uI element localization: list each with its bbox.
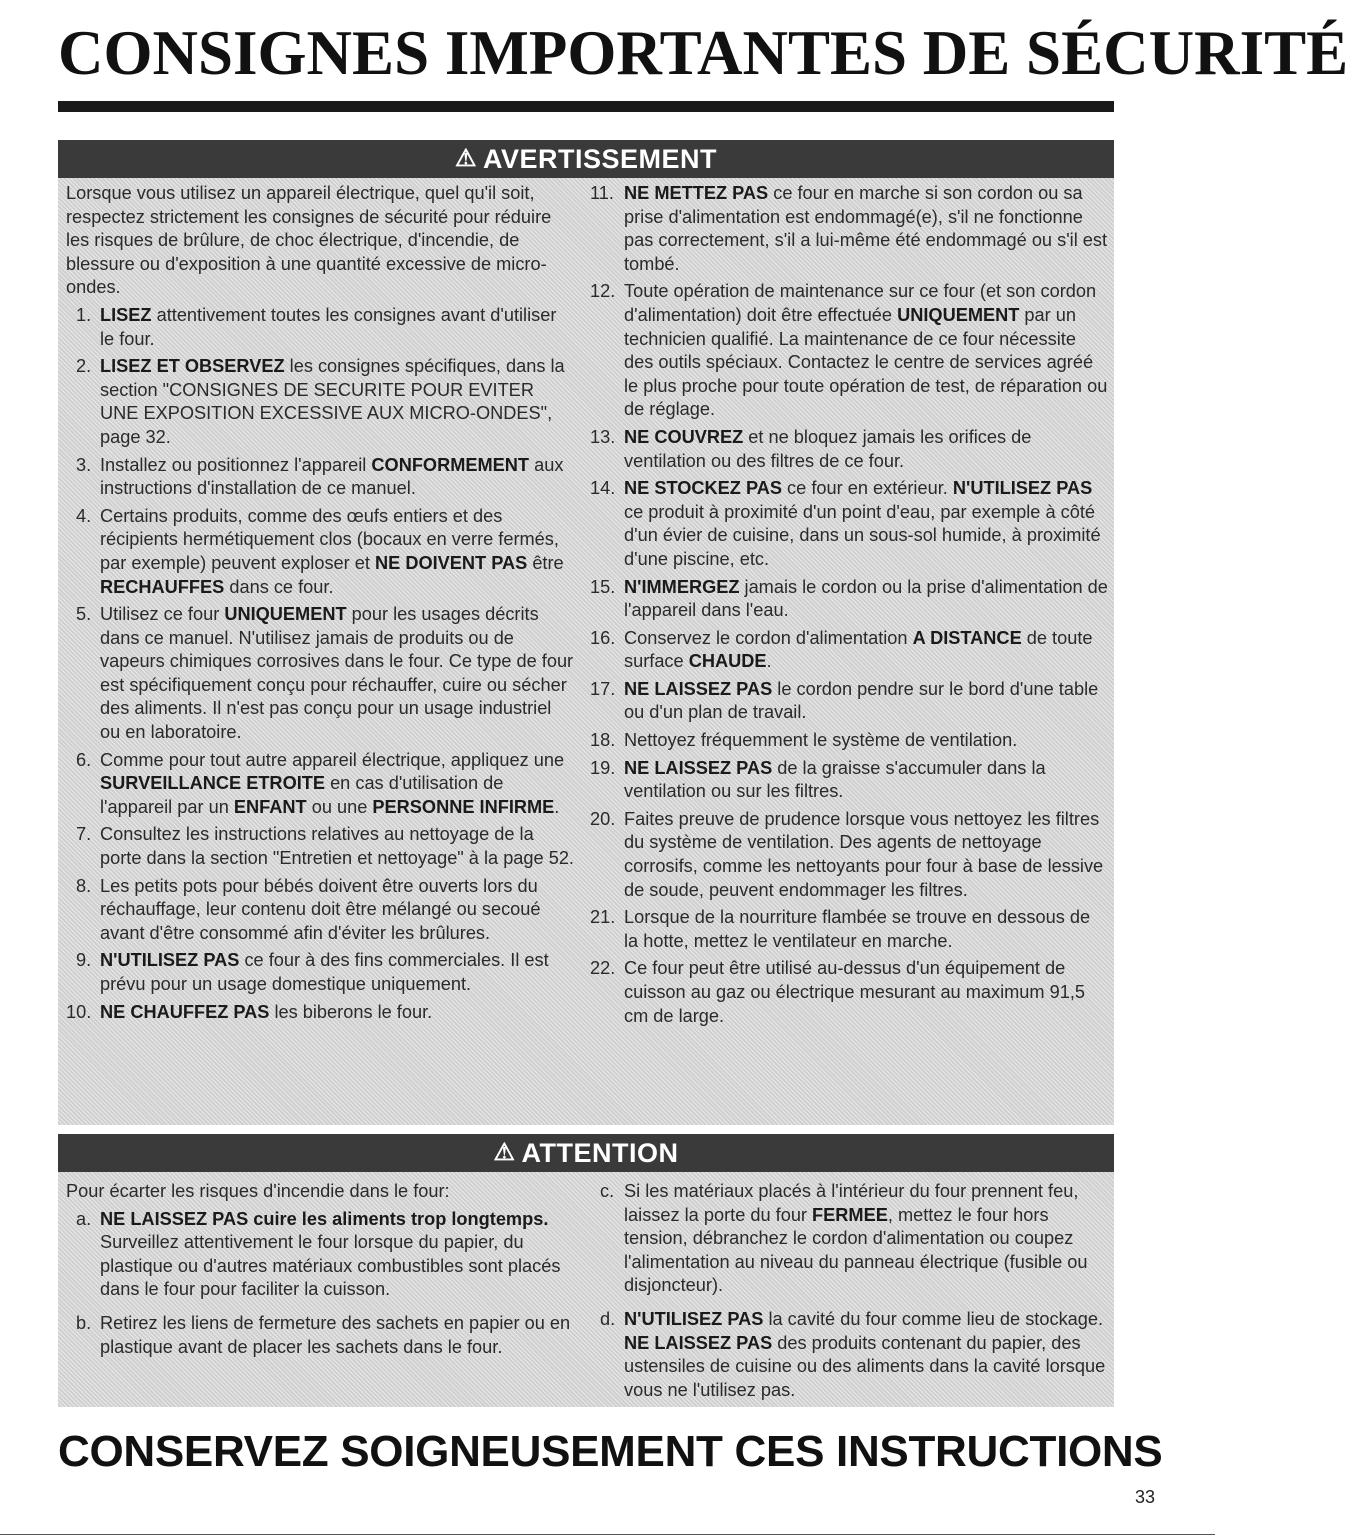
item-emphasis: SURVEILLANCE ETROITE [100, 773, 326, 794]
item-emphasis: N'UTILISEZ PAS [100, 950, 240, 971]
item-segment: Nettoyez fréquemment le système de ventilation. [624, 730, 1018, 751]
item-segment: des produits contenant du papier, des ustensiles de cuisine ou des aliments dans la cavité lorsque vous ne l'utilisez pas. [624, 1332, 1106, 1400]
item-segment: être [527, 552, 564, 573]
page-title: CONSIGNES IMPORTANTES DE SÉCURITÉ [58, 18, 1348, 88]
item-text [100, 355, 574, 449]
item-segment: Comme pour tout autre appareil électrique, appliquez une [100, 749, 565, 770]
item-text [100, 304, 574, 351]
item-segment: Si les matériaux placés à l'intérieur du four prennent feu, laissez la porte du four [624, 1181, 1079, 1225]
item-segment: jamais le cordon ou la prise d'alimentation de l'appareil dans l'eau. [624, 576, 1108, 621]
item-number: 13. [590, 426, 616, 447]
item-text [100, 875, 574, 946]
item-emphasis: N'IMMERGEZ [624, 576, 740, 597]
item-text [624, 678, 1108, 725]
item-segment: de la graisse s'accumuler dans la ventilation ou sur les filtres. [624, 757, 1046, 802]
item-emphasis: LISEZ [100, 304, 152, 325]
list-item [590, 477, 1108, 571]
item-emphasis: PERSONNE INFIRME [372, 796, 555, 817]
attention-right-column [590, 1180, 1108, 1402]
list-item [590, 1180, 1108, 1298]
item-number: 22. [590, 958, 616, 979]
item-segment: aux instructions d'installation de ce manuel. [100, 454, 564, 499]
item-text [100, 1208, 578, 1302]
item-segment: , mettez le four hors tension, débranchez le cordon d'alimentation ou coupez l'alimentation au niveau du panneau électrique (fusible ou disjoncteur). [624, 1204, 1088, 1296]
item-segment: Surveillez attentivement le four lorsque du papier, du plastique ou d'autres matériaux combustibles sont placés dans le four pour faciliter la cuisson. [100, 1232, 561, 1300]
list-item [590, 808, 1108, 902]
item-segment: ce produit à proximité d'un point d'eau, par exemple à côté d'un évier de cuisine, dans un sous-sol humide, à proximité d'une piscine, etc. [624, 501, 1101, 569]
item-emphasis: NE DOIVENT PAS [375, 552, 528, 573]
warning-triangle-icon: ⚠ [454, 145, 477, 172]
list-item [590, 627, 1108, 674]
item-segment: Ce four peut être utilisé au-dessus d'un équipement de cuisson au gaz ou électrique mesurant au maximum 91,5 cm de large. [624, 958, 1085, 1026]
warning-panel [58, 140, 1114, 1125]
item-number: 12. [590, 281, 616, 302]
item-text [624, 1180, 1108, 1298]
item-emphasis: NE STOCKEZ PAS [624, 478, 782, 499]
item-text [624, 808, 1108, 902]
list-item [590, 757, 1108, 804]
item-emphasis: NE METTEZ PAS [624, 183, 769, 203]
item-segment: ce four en extérieur. [782, 478, 953, 499]
item-segment: ce four en marche si son cordon ou sa prise d'alimentation est endommagé(e), s'il ne fonctionne pas correctement, s'il a lui-même été endommagé ou s'il est tombé. [624, 183, 1108, 274]
item-emphasis: NE LAISSEZ PAS [624, 678, 773, 699]
item-segment: le cordon pendre sur le bord d'une table ou d'un plan de travail. [624, 678, 1099, 723]
item-number: 3. [76, 454, 92, 475]
bottom-rule [0, 1534, 1215, 1535]
warning-right-column [590, 182, 1108, 1028]
list-item [590, 1308, 1108, 1402]
item-emphasis: A DISTANCE [912, 627, 1022, 648]
item-segment: dans ce four. [224, 576, 334, 597]
item-emphasis: RECHAUFFES [100, 576, 225, 597]
attention-header [58, 1134, 1114, 1172]
item-emphasis: NE LAISSEZ PAS [624, 1332, 773, 1353]
item-emphasis: UNIQUEMENT [897, 304, 1020, 325]
item-emphasis: N'UTILISEZ PAS [624, 1308, 764, 1329]
item-segment: Faites preuve de prudence lorsque vous nettoyez les filtres du système de ventilation. Des agents de nettoyage corrosifs, comme les nettoyants pour four à base de lessive de soude, peuvent endommager les filtres. [624, 808, 1104, 900]
page-number: 33 [1134, 1487, 1155, 1507]
warning-heading: AVERTISSEMENT [482, 144, 718, 174]
item-text [624, 426, 1108, 473]
item-text [100, 1312, 578, 1359]
item-number: 9. [76, 950, 92, 971]
item-segment: les biberons le four. [269, 1001, 433, 1022]
list-item [590, 182, 1108, 276]
item-text [624, 477, 1108, 571]
item-segment: les consignes spécifiques, dans la section "CONSIGNES DE SECURITE POUR EVITER UNE EXPOSITION EXCESSIVE AUX MICRO-ONDES", page 32. [100, 356, 565, 447]
item-number: 17. [590, 678, 616, 699]
list-item [66, 823, 574, 870]
item-text [624, 906, 1108, 953]
item-number: 14. [590, 478, 616, 499]
item-emphasis: NE LAISSEZ PAS [624, 757, 773, 778]
list-item [66, 1312, 578, 1359]
item-segment: pour les usages décrits dans ce manuel. N'utilisez jamais de produits ou de vapeurs chimiques corrosives dans le four. Ce type de four est spécifiquement conçu pour réchauffer, cuire ou sécher des aliments. Il n'est pas conçu pour un usage industriel ou en laboratoire. [100, 604, 574, 743]
item-text [624, 182, 1108, 276]
item-number: 15. [590, 576, 616, 597]
attention-left-column [66, 1180, 578, 1359]
item-segment: ou une [306, 796, 373, 817]
attention-panel [58, 1134, 1114, 1407]
item-text [100, 603, 574, 745]
item-segment: . [766, 651, 772, 672]
list-item [66, 304, 574, 351]
item-emphasis: LISEZ ET OBSERVEZ [100, 356, 285, 377]
item-emphasis: NE CHAUFFEZ PAS [100, 1001, 270, 1022]
item-number: 21. [590, 907, 616, 928]
item-text [100, 454, 574, 501]
item-segment: de toute surface [624, 627, 1093, 672]
list-item [590, 576, 1108, 623]
item-number: d. [600, 1308, 616, 1329]
item-segment: Utilisez ce four [100, 604, 225, 625]
item-text [624, 957, 1108, 1028]
item-segment: en cas d'utilisation de l'appareil par un [100, 773, 504, 817]
attention-intro: Pour écarter les risques d'incendie dans le four: [66, 1181, 450, 1201]
warning-triangle-icon: ⚠ [493, 1139, 516, 1166]
item-text [624, 1308, 1108, 1402]
list-item [66, 1001, 574, 1025]
item-emphasis: NE COUVREZ [624, 426, 744, 447]
item-segment: Conservez le cordon d'alimentation [624, 627, 913, 648]
item-emphasis: UNIQUEMENT [224, 604, 347, 625]
list-item [590, 280, 1108, 422]
item-number: 11. [590, 183, 614, 203]
item-text [100, 1001, 574, 1025]
item-text [624, 576, 1108, 623]
item-number: c. [600, 1181, 615, 1201]
attention-heading: ATTENTION [521, 1138, 679, 1168]
footer-heading: CONSERVEZ SOIGNEUSEMENT CES INSTRUCTIONS [58, 1427, 1163, 1476]
item-text [100, 749, 574, 820]
item-number: 8. [76, 875, 92, 896]
item-segment: la cavité du four comme lieu de stockage. [763, 1308, 1104, 1329]
item-number: 7. [76, 824, 92, 845]
item-segment: Certains produits, comme des œufs entiers et des récipients hermétiquement clos (bocaux en verre fermés, par exemple) peuvent exploser et [100, 505, 559, 573]
item-segment: par un technicien qualifié. La maintenance de ce four nécessite des outils spéciaux. Contactez le centre de services agréé le plus proche pour toute opération de test, de réparation ou de réglage. [624, 304, 1108, 420]
item-text [624, 280, 1108, 422]
item-number: 18. [590, 730, 616, 751]
item-segment: Retirez les liens de fermeture des sachets en papier ou en plastique avant de placer les sachets dans le four. [100, 1312, 571, 1357]
item-number: 2. [76, 356, 92, 377]
item-number: 6. [76, 749, 92, 770]
item-text [624, 757, 1108, 804]
list-item [66, 949, 574, 996]
item-segment: Installez ou positionnez l'appareil [100, 454, 372, 475]
item-emphasis: NE LAISSEZ PAS cuire les aliments trop longtemps. [100, 1208, 549, 1229]
list-item [590, 729, 1108, 753]
item-segment: ce four à des fins commerciales. Il est prévu pour un usage domestique uniquement. [100, 950, 549, 994]
warning-header [58, 140, 1114, 178]
item-number: 4. [76, 505, 92, 526]
item-number: a. [76, 1208, 92, 1229]
list-item [590, 957, 1108, 1028]
item-number: 16. [590, 627, 616, 648]
warning-left-column [66, 182, 574, 1024]
item-segment: et ne bloquez jamais les orifices de ventilation ou des filtres de ce four. [624, 426, 1032, 471]
item-segment: Consultez les instructions relatives au nettoyage de la porte dans la section "Entretien et nettoyage" à la page 52. [100, 824, 574, 869]
list-item [66, 875, 574, 946]
item-emphasis: CONFORMEMENT [371, 454, 530, 475]
title-underline [58, 101, 1114, 112]
item-emphasis: CHAUDE [688, 651, 767, 672]
list-item [66, 454, 574, 501]
list-item [66, 749, 574, 820]
item-text [100, 823, 574, 870]
item-text [100, 505, 574, 599]
list-item [590, 678, 1108, 725]
item-segment: Lorsque de la nourriture flambée se trouve en dessous de la hotte, mettez le ventilateur en marche. [624, 907, 1091, 951]
item-segment: Toute opération de maintenance sur ce four (et son cordon d'alimentation) doit être effectuée [624, 281, 1097, 325]
item-text [624, 729, 1108, 753]
item-segment: . [554, 796, 560, 817]
list-item [66, 1208, 578, 1302]
list-item [590, 906, 1108, 953]
warning-intro: Lorsque vous utilisez un appareil électrique, quel qu'il soit, respectez strictement les consignes de sécurité pour réduire les risques de brûlure, de choc électrique, d'incendie, de blessure ou d'exposition à une quantité excessive de micro-ondes. [66, 183, 552, 298]
item-emphasis: ENFANT [233, 796, 307, 817]
item-emphasis: FERMEE [812, 1204, 888, 1225]
item-number: 1. [76, 304, 92, 325]
item-number: 5. [76, 604, 92, 625]
item-number: 10. [66, 1001, 92, 1022]
item-number: 19. [590, 757, 616, 778]
item-emphasis: N'UTILISEZ PAS [952, 478, 1093, 499]
list-item [66, 603, 574, 745]
item-text [100, 949, 574, 996]
list-item [590, 426, 1108, 473]
item-number: b. [76, 1312, 92, 1333]
item-number: 20. [590, 808, 616, 829]
item-segment: Les petits pots pour bébés doivent être ouverts lors du réchauffage, leur contenu doit être mélangé ou secoué avant d'être consommé afin d'éviter les brûlures. [100, 875, 541, 943]
item-segment: attentivement toutes les consignes avant d'utiliser le four. [100, 304, 557, 349]
item-text [624, 627, 1108, 674]
list-item [66, 505, 574, 599]
list-item [66, 355, 574, 449]
